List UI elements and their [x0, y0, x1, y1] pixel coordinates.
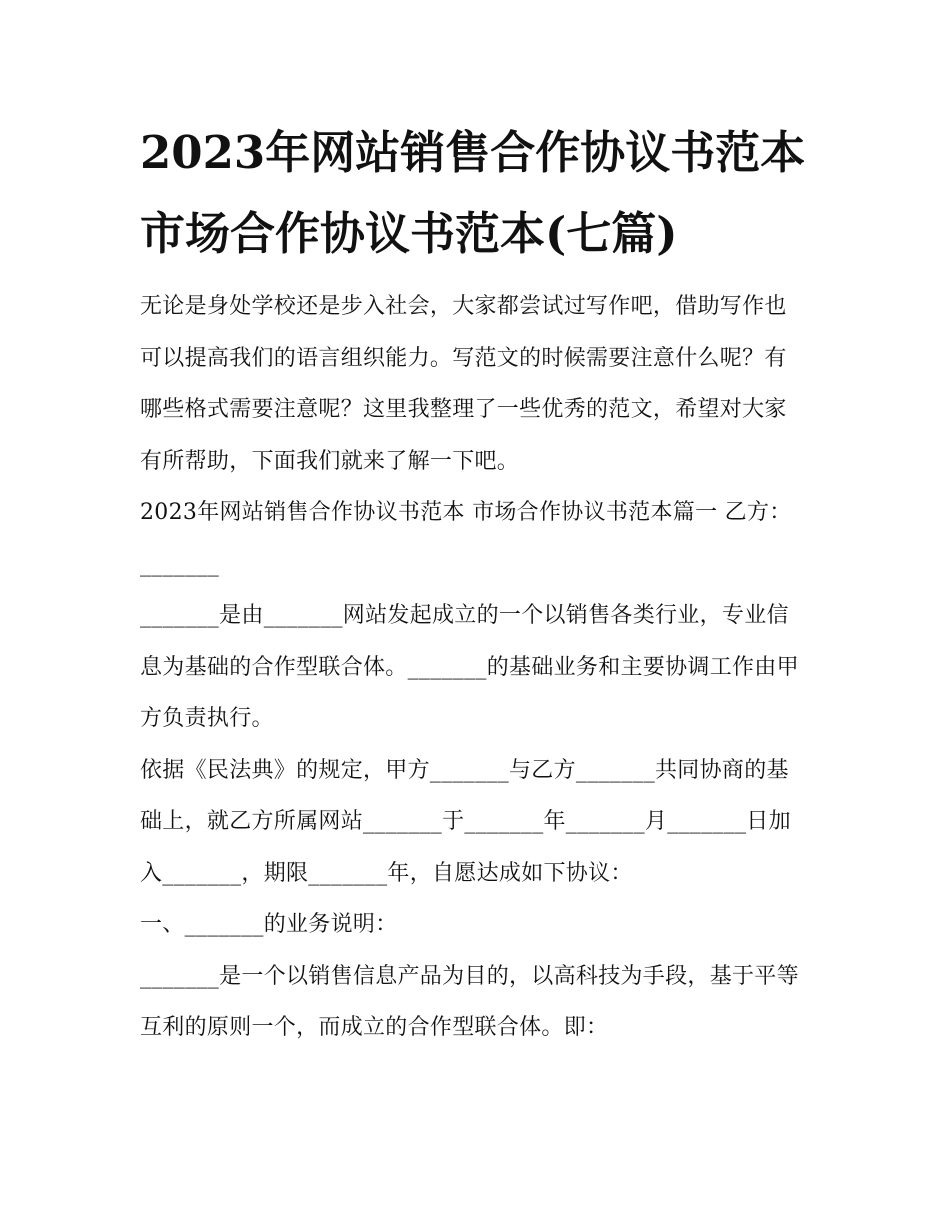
section-heading-paragraph: 2023年网站销售合作协议书范本 市场合作协议书范本篇一 乙方：_______: [140, 500, 792, 577]
alliance-description-paragraph: _______是由_______网站发起成立的一个以销售各类行业，专业信息为基础的合作型联合体。_______的基础业务和主要协调工作由甲方负责执行。: [140, 603, 799, 731]
clause-one-heading: 一、_______的业务说明：: [140, 912, 398, 937]
document-title: 2023年网站销售合作协议书范本 市场合作协议书范本(七篇): [140, 126, 806, 260]
legal-basis-paragraph: 依据《民法典》的规定，甲方_______与乙方_______共同协商的基础上，就乙方所属网站_______于_______年_______月_______日加入_______，期限_______年，自愿达成如下协议：: [140, 757, 791, 886]
document-page: [140, 112, 806, 1054]
intro-paragraph: 无论是身处学校还是步入社会，大家都尝试过写作吧，借助写作也可以提高我们的语言组织能力。写范文的时候需要注意什么呢？有哪些格式需要注意呢？这里我整理了一些优秀的范文，希望对大家有所帮助，下面我们就来了解一下吧。: [140, 294, 787, 474]
clause-one-paragraph: _______是一个以销售信息产品为目的，以高科技为手段，基于平等互利的原则一个，而成立的合作型联合体。即：: [140, 963, 799, 1040]
